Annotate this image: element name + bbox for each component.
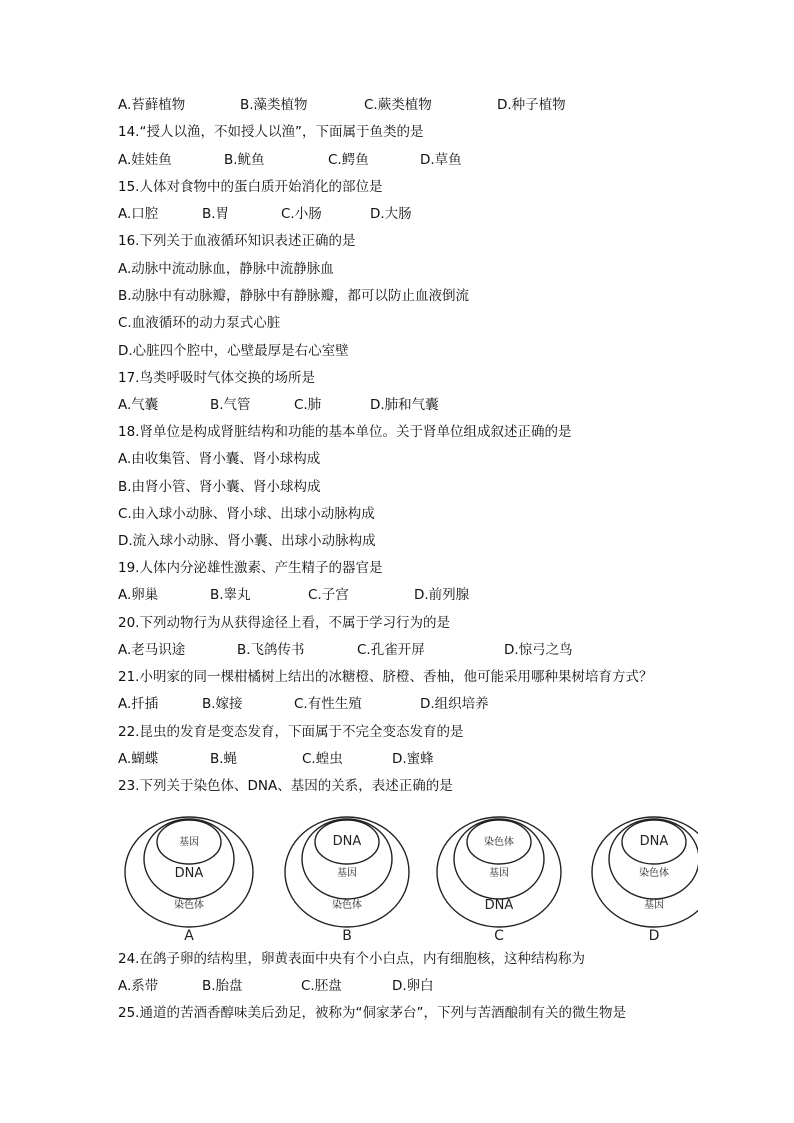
q18-stem: 18.肾单位是构成肾脏结构和功能的基本单位。关于肾单位组成叙述正确的是 xyxy=(118,424,572,440)
q13-option-a: A.苔藓植物 xyxy=(118,97,186,113)
q13-option-d: D.种子植物 xyxy=(497,97,566,113)
q20-option-c: C.孔雀开屏 xyxy=(357,642,425,658)
q16-option-d: D.心脏四个腔中，心壁最厚是右心室壁 xyxy=(118,343,349,359)
q20-option-b: B.飞鸽传书 xyxy=(237,642,305,658)
q23-figure-b xyxy=(285,817,409,944)
q16-option-a: A.动脉中流动脉血，静脉中流静脉血 xyxy=(118,261,334,277)
q18-option-a: A.由收集管、肾小囊、肾小球构成 xyxy=(118,451,321,467)
q16-option-b: B.动脉中有动脉瓣，静脉中有静脉瓣，都可以防止血液倒流 xyxy=(118,288,470,304)
q22-option-d: D.蜜蜂 xyxy=(392,751,434,767)
q15-option-a: A.口腔 xyxy=(118,206,159,222)
q23-d-inner-label: DNA xyxy=(639,834,669,849)
q20-option-d: D.惊弓之鸟 xyxy=(504,642,573,658)
q19-option-c: C.子宫 xyxy=(308,587,349,603)
q22-option-b: B.蝇 xyxy=(210,751,238,767)
q23-figure-c xyxy=(437,817,561,944)
q17-option-b: B.气管 xyxy=(210,397,251,413)
q24-option-c: C.胚盘 xyxy=(301,978,342,994)
q16-stem: 16.下列关于血液循环知识表述正确的是 xyxy=(118,233,356,249)
q19-option-b: B.睾丸 xyxy=(210,587,251,603)
q20-stem: 20.下列动物行为从获得途径上看，不属于学习行为的是 xyxy=(118,615,450,631)
q14-option-d: D.草鱼 xyxy=(420,152,462,168)
q21-option-d: D.组织培养 xyxy=(420,696,489,712)
q23-d-letter: D xyxy=(648,928,660,944)
q24-option-d: D.卵白 xyxy=(392,978,434,994)
q23-a-middle-label: DNA xyxy=(174,866,204,881)
q23-b-inner-label: DNA xyxy=(332,834,362,849)
q17-stem: 17.鸟类呼吸时气体交换的场所是 xyxy=(118,370,315,386)
q16-option-c: C.血液循环的动力泵式心脏 xyxy=(118,315,281,331)
q17-option-d: D.肺和气囊 xyxy=(370,397,439,413)
q25-stem: 25.通道的苦酒香醇味美后劲足，被称为“侗家茅台”，下列与苦酒酿制有关的微生物是 xyxy=(118,1005,626,1021)
q22-option-c: C.蝗虫 xyxy=(302,751,343,767)
q18-option-b: B.由肾小管、肾小囊、肾小球构成 xyxy=(118,479,321,495)
q22-option-a: A.蝴蝶 xyxy=(118,751,159,767)
q23-b-middle-label: 基因 xyxy=(337,868,357,879)
q24-option-a: A.系带 xyxy=(118,978,159,994)
q21-option-b: B.嫁接 xyxy=(202,696,243,712)
q23-stem: 23.下列关于染色体、DNA、基因的关系，表述正确的是 xyxy=(118,778,453,794)
q23-a-outer-label: 染色体 xyxy=(174,900,204,911)
q15-option-d: D.大肠 xyxy=(370,206,412,222)
q21-option-a: A.扦插 xyxy=(118,696,159,712)
q21-stem: 21.小明家的同一棵柑橘树上结出的冰糖橙、脐橙、香柚，他可能采用哪种果树培育方式？ xyxy=(118,669,653,685)
q24-option-b: B.胎盘 xyxy=(202,978,243,994)
q23-d-middle-label: 染色体 xyxy=(639,868,669,879)
q20-option-a: A.老马识途 xyxy=(118,642,186,658)
q23-d-outer-label: 基因 xyxy=(644,900,664,911)
q13-option-c: C.蕨类植物 xyxy=(364,97,432,113)
q22-stem: 22.昆虫的发育是变态发育，下面属于不完全变态发育的是 xyxy=(118,724,464,740)
q23-c-inner-label: 染色体 xyxy=(484,837,514,848)
q23-c-letter: C xyxy=(494,928,504,944)
q19-stem: 19.人体内分泌雄性激素、产生精子的器官是 xyxy=(118,560,383,576)
q14-option-b: B.鱿鱼 xyxy=(224,152,265,168)
q18-option-c: C.由入球小动脉、肾小球、出球小动脉构成 xyxy=(118,506,375,522)
q23-c-outer-label: DNA xyxy=(484,898,514,913)
q24-stem: 24.在鸽子卵的结构里，卵黄表面中央有个小白点，内有细胞核，这种结构称为 xyxy=(118,951,585,967)
q17-option-a: A.气囊 xyxy=(118,397,159,413)
q19-option-d: D.前列腺 xyxy=(414,587,470,603)
q17-option-c: C.肺 xyxy=(294,397,322,413)
q15-option-b: B.胃 xyxy=(202,206,230,222)
q14-option-a: A.娃娃鱼 xyxy=(118,152,172,168)
q14-option-c: C.鳄鱼 xyxy=(328,152,369,168)
q23-c-middle-label: 基因 xyxy=(489,868,509,879)
q15-option-c: C.小肠 xyxy=(281,206,322,222)
q21-option-c: C.有性生殖 xyxy=(294,696,362,712)
q23-a-inner-label: 基因 xyxy=(179,837,199,848)
q23-b-outer-label: 染色体 xyxy=(332,900,362,911)
q15-stem: 15.人体对食物中的蛋白质开始消化的部位是 xyxy=(118,179,383,195)
q14-stem: 14.“授人以渔，不如授人以渔”，下面属于鱼类的是 xyxy=(118,124,424,140)
q18-option-d: D.流入球小动脉、肾小囊、出球小动脉构成 xyxy=(118,533,376,549)
q13-option-b: B.藻类植物 xyxy=(240,97,308,113)
q23-figure-a xyxy=(125,817,253,944)
q23-figure-d xyxy=(592,817,698,944)
q23-b-letter: B xyxy=(342,928,352,944)
q23-a-letter: A xyxy=(184,928,194,944)
q19-option-a: A.卵巢 xyxy=(118,587,159,603)
q23-diagram xyxy=(118,814,698,946)
